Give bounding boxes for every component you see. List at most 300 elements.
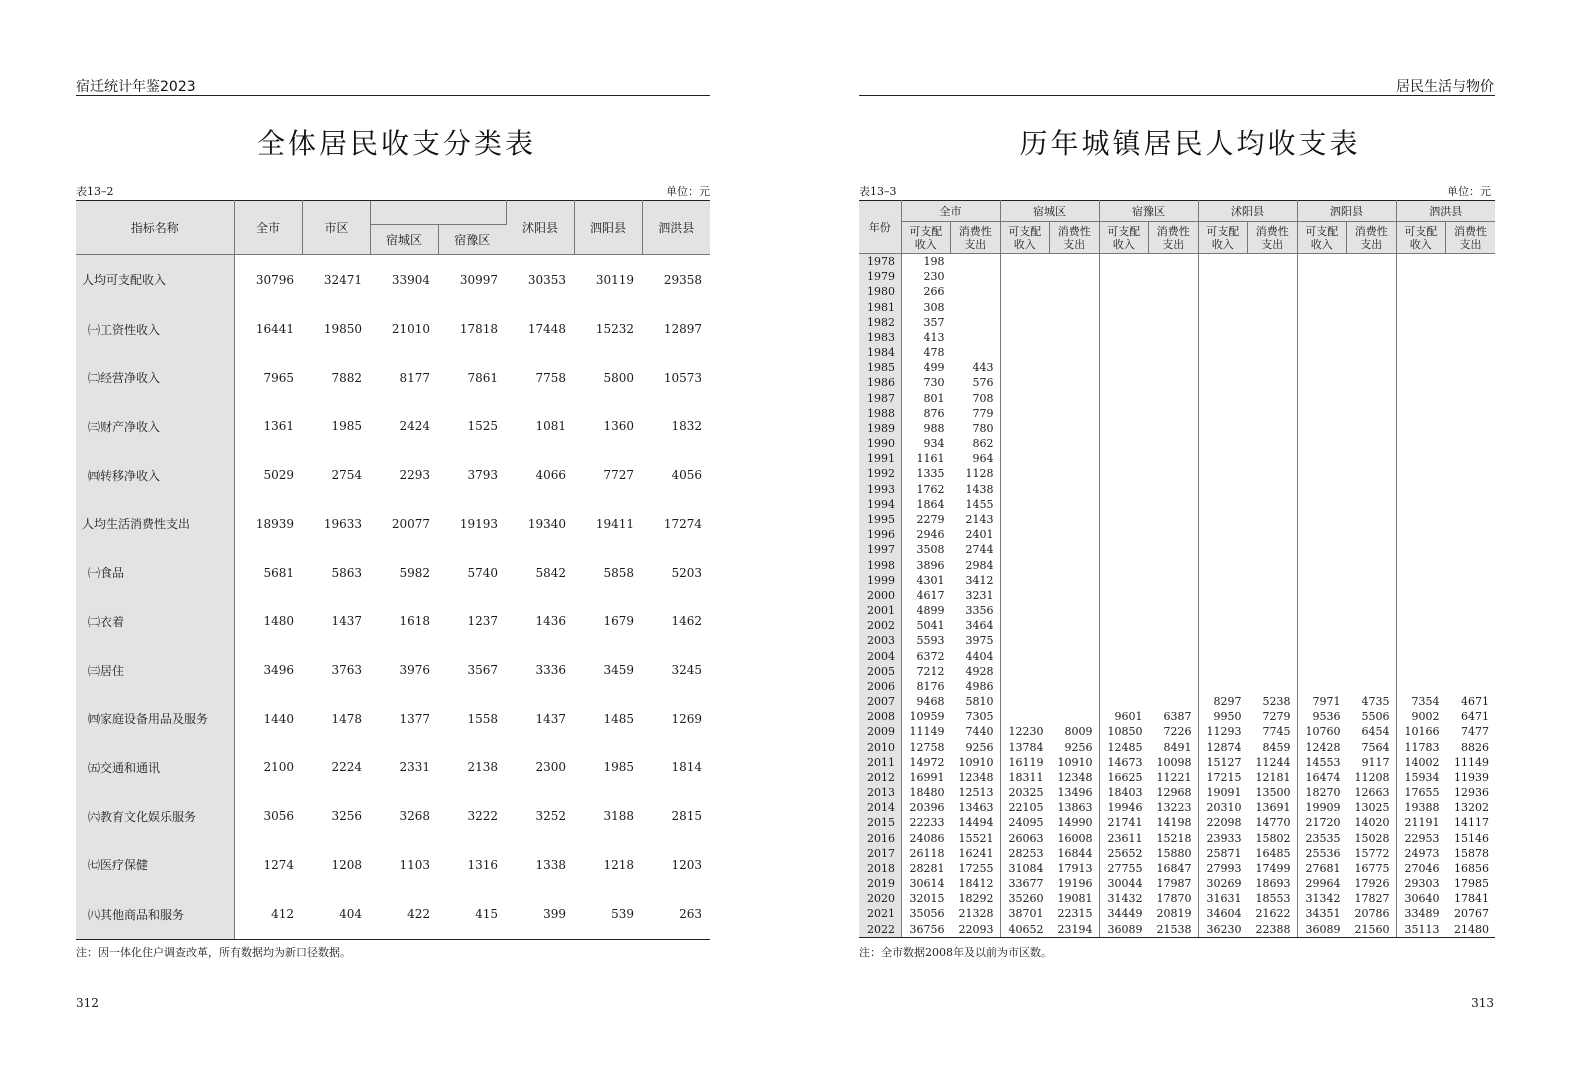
table-cell [951,345,1001,360]
table-cell [1198,269,1248,284]
row-year: 2022 [859,922,901,938]
table-cell: 415 [438,889,506,939]
table-cell: 8297 [1213,695,1242,709]
row-year: 1980 [859,284,901,299]
table-row [859,406,1495,421]
table-cell [1050,482,1100,497]
row-year: 1989 [859,421,901,436]
table-cell: 1361 [263,419,294,434]
table-cell: 36230 [1198,922,1248,938]
table-cell: 21720 [1305,816,1341,830]
table-cell: 12897 [663,322,702,337]
row-year: 1998 [859,557,901,572]
table-cell: 4404 [951,648,1001,663]
table-cell: 19633 [323,516,362,531]
table-cell [1446,406,1496,421]
table-cell: 25536 [1305,846,1341,860]
table-cell [1000,557,1050,572]
table-cell: 28281 [909,861,945,875]
table-row [859,633,1495,648]
table-cell [1000,254,1050,270]
table-cell: 4301 [916,573,945,587]
table-cell [1347,482,1397,497]
table-cell [1446,436,1496,451]
table-cell: 7971 [1312,695,1341,709]
table-cell: 15232 [595,322,634,337]
table-cell [1347,512,1397,527]
header-suchen: 宿城区 [370,225,438,255]
header-income [1297,222,1347,254]
table-cell: 13202 [1454,801,1489,815]
table-cell: 3256 [331,809,362,824]
row-year: 2014 [859,800,901,815]
table-cell: 730 [923,376,945,390]
table-cell: 2946 [916,528,945,542]
table-cell [1000,709,1050,724]
table-row [76,353,710,402]
table-cell: 30796 [255,272,294,287]
table-cell [1446,375,1496,390]
table-cell [1000,391,1050,406]
row-year: 1986 [859,375,901,390]
row-year: 2016 [859,831,901,846]
table-cell [1446,527,1496,542]
table-cell [1149,330,1199,345]
row-year: 2004 [859,648,901,663]
table-cell [1198,300,1248,315]
table-cell: 17987 [1149,876,1199,891]
table-cell: 31432 [1107,892,1143,906]
table-cell: 8177 [399,370,430,385]
table-cell: 17926 [1347,876,1397,891]
table-row [76,646,710,695]
row-year: 1993 [859,482,901,497]
table-cell: 6372 [916,649,945,663]
table-cell: 1525 [467,419,498,434]
table-row [859,573,1495,588]
table-cell: 21622 [1248,906,1298,921]
table-cell [1297,482,1347,497]
table-cell: 2331 [399,760,430,775]
header-spending-line2: 支出 [1063,237,1086,251]
table-cell: 30640 [1404,892,1440,906]
table-cell [951,269,1001,284]
table-cell: 18939 [255,516,294,531]
table-cell [1000,451,1050,466]
table-row [859,846,1495,861]
table-cell [1248,375,1298,390]
table-cell: 1161 [916,452,945,466]
table-cell [1446,679,1496,694]
table-cell [1248,451,1298,466]
table-cell [1396,679,1446,694]
table-cell [1347,360,1397,375]
table-cell: 15880 [1149,846,1199,861]
table-cell [1149,497,1199,512]
table-cell: 18403 [1107,786,1143,800]
table-cell [1446,300,1496,315]
table-cell [1446,588,1496,603]
table-cell: 17255 [951,861,1001,876]
table-cell [1446,330,1496,345]
table-cell: 17215 [1206,770,1242,784]
table-cell: 1437 [535,711,566,726]
table-cell: 7758 [535,370,566,385]
row-year: 1983 [859,330,901,345]
row-year: 1982 [859,315,901,330]
table-cell: 34351 [1305,907,1341,921]
table-cell: 1338 [535,857,566,872]
table-cell: 19196 [1050,876,1100,891]
header-spending-line2: 支出 [1360,237,1383,251]
table-cell [1248,648,1298,663]
row-year: 2015 [859,815,901,830]
table-cell [1149,375,1199,390]
table-cell [1297,633,1347,648]
table-cell: 5740 [467,565,498,580]
table-cell [1248,254,1298,270]
table-cell [1149,603,1199,618]
table-cell [1149,345,1199,360]
table-cell [1297,375,1347,390]
table-cell: 29358 [663,272,702,287]
table-cell: 801 [923,391,945,405]
table-cell: 15934 [1404,770,1440,784]
header-spending-line1: 消费性 [1354,224,1388,238]
left-page [0,0,793,1077]
table-cell [1000,375,1050,390]
table-cell [1396,391,1446,406]
table-cell: 36089 [1099,922,1149,938]
table-cell [1099,451,1149,466]
table-cell [1050,573,1100,588]
table-cell: 7279 [1248,709,1298,724]
table-cell [1396,603,1446,618]
table-cell [1149,557,1199,572]
table-cell [1149,436,1199,451]
row-label: ㈣转移净收入 [76,451,234,500]
table-cell: 4617 [916,588,945,602]
table-cell: 3356 [951,603,1001,618]
table-cell [1000,315,1050,330]
table-cell [1297,406,1347,421]
table-cell: 20325 [1008,786,1044,800]
table-cell [1446,497,1496,512]
table-cell: 28253 [1008,846,1044,860]
row-year: 2001 [859,603,901,618]
table-cell [1149,254,1199,270]
table-cell [1198,588,1248,603]
table-cell: 31631 [1206,892,1242,906]
table-row [859,770,1495,785]
table-cell [1099,573,1149,588]
header-income-line1: 可支配 [1404,224,1438,238]
table-cell: 708 [951,391,1001,406]
row-year: 1979 [859,269,901,284]
row-label: ㈠工资性收入 [76,305,234,354]
table-cell [1297,254,1347,270]
page-number: 313 [1471,996,1494,1010]
table-cell: 16241 [951,846,1001,861]
table-cell: 20396 [909,801,945,815]
table-cell [1198,466,1248,481]
table-cell: 2744 [951,542,1001,557]
table-cell: 11208 [1347,770,1397,785]
table-cell: 34449 [1107,907,1143,921]
table-body [859,254,1495,938]
table-cell: 13025 [1347,800,1397,815]
table-cell [1198,482,1248,497]
table-cell: 30044 [1107,877,1143,891]
table-cell: 4928 [951,664,1001,679]
header-spending-line1: 消费性 [1156,224,1190,238]
table-cell: 1985 [603,760,634,775]
table-cell [1000,345,1050,360]
table-cell: 1269 [671,711,702,726]
table-cell [1248,633,1298,648]
table-cell [1050,466,1100,481]
table-cell: 13784 [1008,740,1044,754]
header-spending-line2: 支出 [1459,237,1482,251]
table-cell: 15028 [1347,831,1397,846]
table-cell: 1218 [603,857,634,872]
table-cell [1050,527,1100,542]
header-shuyang: 沭阳县 [506,201,574,255]
table-cell: 27046 [1404,861,1440,875]
table-cell [1198,542,1248,557]
table-cell: 5810 [951,694,1001,709]
table-cell [1099,436,1149,451]
table-cell [1149,269,1199,284]
table-cell: 18693 [1248,876,1298,891]
table-cell: 22315 [1050,906,1100,921]
table-row [76,694,710,743]
table-cell: 988 [923,421,945,435]
table-cell: 3976 [399,663,430,678]
row-year: 2008 [859,709,901,724]
table-cell [1297,345,1347,360]
table-cell: 27681 [1305,861,1341,875]
table-cell: 934 [923,437,945,451]
table-cell [1000,542,1050,557]
row-year: 1991 [859,451,901,466]
table-cell: 23535 [1305,831,1341,845]
table-cell: 12348 [951,770,1001,785]
table-cell: 7226 [1149,724,1199,739]
table-cell: 12936 [1454,786,1489,800]
table-row [859,815,1495,830]
table-cell [1050,406,1100,421]
table-cell: 198 [923,255,945,269]
table-cell: 14990 [1050,815,1100,830]
table-cell: 3252 [535,809,566,824]
table-cell [1297,300,1347,315]
table-cell [1149,300,1199,315]
table-cell [1050,512,1100,527]
table-cell [1396,421,1446,436]
header-spending [1149,222,1199,254]
table-cell [1198,345,1248,360]
table-cell: 357 [923,315,945,329]
table-cell [1248,284,1298,299]
table-cell [1396,618,1446,633]
unit-label: 单位：元 [1447,185,1491,198]
table-cell [1446,482,1496,497]
table-cell [1347,633,1397,648]
table-cell [1347,269,1397,284]
table-cell: 12758 [909,740,945,754]
table-cell [1149,527,1199,542]
table-cell: 3336 [535,663,566,678]
table-cell: 266 [923,285,945,299]
header-urban-district: 市区 [302,201,370,255]
row-label: 人均生活消费性支出 [76,500,234,549]
table-cell [1149,315,1199,330]
table-cell [1099,330,1149,345]
table-cell: 25652 [1107,846,1143,860]
table-cell: 1203 [671,857,702,872]
table-cell [1198,618,1248,633]
table-cell [1297,527,1347,542]
table-row [859,618,1495,633]
table-cell [1446,254,1496,270]
table-cell: 19909 [1305,801,1341,815]
table-cell [1347,436,1397,451]
table-cell: 19081 [1050,891,1100,906]
table-cell: 23611 [1107,831,1143,845]
row-year: 2002 [859,618,901,633]
table-cell [1198,497,1248,512]
table-cell: 7965 [263,370,294,385]
table-cell: 17870 [1149,891,1199,906]
row-year: 2006 [859,679,901,694]
table-cell: 12874 [1206,740,1242,754]
table-note: 注：全市数据2008年及以前为市区数。 [859,946,1052,959]
table-cell [1099,542,1149,557]
header-income-line2: 收入 [1211,237,1234,251]
table-row [859,451,1495,466]
table-cell: 20077 [391,516,430,531]
table-cell: 26063 [1008,831,1044,845]
table-cell: 412 [234,889,302,939]
table-cell [1396,284,1446,299]
table-cell [1099,254,1149,270]
table-cell [1149,618,1199,633]
table-cell [1050,588,1100,603]
table-cell: 15127 [1206,755,1242,769]
table-cell [1000,330,1050,345]
table-row [76,402,710,451]
table-row [859,345,1495,360]
header-all-city: 全市 [234,201,302,255]
table-cell [1446,542,1496,557]
table-cell [1297,512,1347,527]
table-cell: 16474 [1305,770,1341,784]
row-year: 1987 [859,391,901,406]
table-cell: 8826 [1461,740,1489,754]
table-cell: 9601 [1114,710,1143,724]
table-cell [1050,421,1100,436]
unit-label: 单位：元 [666,185,710,198]
table-cell: 12348 [1050,770,1100,785]
table-cell: 14972 [909,755,945,769]
table-cell [1050,391,1100,406]
table-cell [1396,345,1446,360]
header-group: 沭阳县 [1198,201,1297,222]
page-number: 312 [76,996,99,1010]
table-cell [1149,284,1199,299]
table-cell: 24973 [1404,846,1440,860]
table-cell: 15521 [951,831,1001,846]
table-cell: 6454 [1347,724,1397,739]
row-year: 1994 [859,497,901,512]
table-cell: 1679 [603,614,634,629]
table-cell: 19091 [1206,786,1242,800]
table-cell: 13223 [1149,800,1199,815]
table-cell [1396,648,1446,663]
table-cell [1149,360,1199,375]
header-spending-line1: 消费性 [1454,224,1487,238]
table-cell: 7477 [1461,725,1489,739]
row-year: 2000 [859,588,901,603]
table-cell: 3056 [263,809,294,824]
table-row [859,922,1495,938]
table-cell: 8491 [1149,740,1199,755]
row-label: ㈡衣着 [76,597,234,646]
table-cell [1050,436,1100,451]
table-cell [1000,694,1050,709]
table-cell: 15218 [1149,831,1199,846]
row-label: ㈤交通和通讯 [76,743,234,792]
table-cell [1198,451,1248,466]
table-cell: 862 [951,436,1001,451]
table-cell [1198,330,1248,345]
table-cell [1446,512,1496,527]
table-cell [1248,330,1298,345]
row-year: 2011 [859,755,901,770]
table-cell: 16775 [1347,861,1397,876]
table-cell [1099,664,1149,679]
row-year: 1997 [859,542,901,557]
table-cell [1396,360,1446,375]
table-cell: 12485 [1107,740,1143,754]
table-cell [1099,694,1149,709]
row-year: 2010 [859,740,901,755]
table-cell [951,254,1001,270]
table-cell [1297,391,1347,406]
table-cell [1149,542,1199,557]
table-cell: 22093 [951,922,1001,938]
table-cell: 18553 [1248,891,1298,906]
row-year: 1988 [859,406,901,421]
table-cell: 10910 [951,755,1001,770]
table-cell [1297,542,1347,557]
table-cell: 413 [923,330,945,344]
table-cell [1297,436,1347,451]
header-income-line2: 收入 [914,237,937,251]
table-cell [1248,497,1298,512]
table-cell [1099,603,1149,618]
row-year: 1996 [859,527,901,542]
table-cell: 539 [574,889,642,939]
table-cell: 25871 [1206,846,1242,860]
table-row [76,889,710,939]
table-cell: 27755 [1107,861,1143,875]
header-income-line1: 可支配 [1008,224,1042,238]
header-group: 宿城区 [1000,201,1099,222]
table-cell [1347,315,1397,330]
table-cell [1248,482,1298,497]
